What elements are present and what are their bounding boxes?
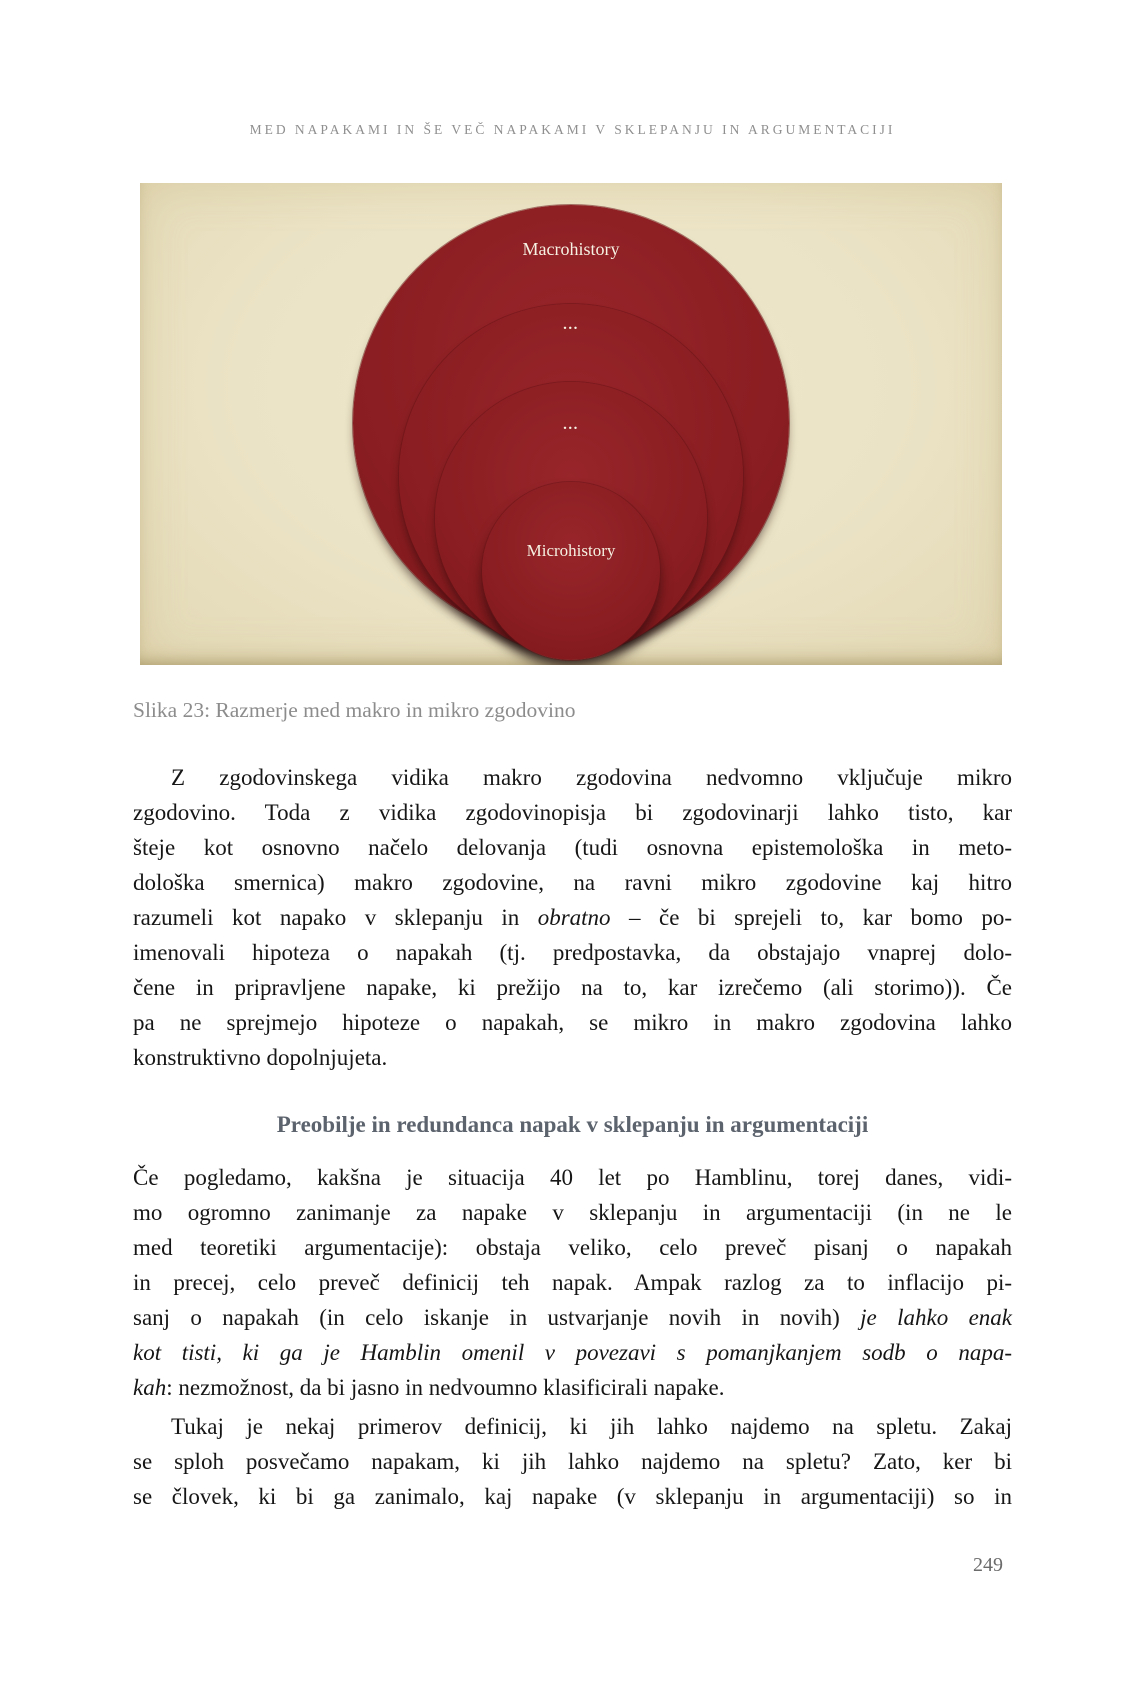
label-microhistory: Microhistory — [526, 541, 616, 560]
text-line — [133, 1335, 1012, 1370]
text-line — [133, 1005, 1012, 1040]
text-line — [133, 1230, 1012, 1265]
text-line — [133, 1479, 1012, 1514]
text-segment: Z zgodovinskega vidika makro zgodovina nedvomno vključuje mikro — [171, 765, 1012, 790]
text-line — [133, 1040, 1012, 1075]
text-line — [133, 1265, 1012, 1300]
paragraph-2 — [133, 1160, 1012, 1405]
label-ellipsis-1: ... — [563, 317, 579, 333]
section-heading: Preobilje in redundanca napak v sklepanju in argumentaciji — [276, 1112, 869, 1137]
running-header: MED NAPAKAMI IN ŠE VEČ NAPAKAMI V SKLEPANJU IN ARGUMENTACIJI — [249, 122, 896, 137]
figure-caption: Slika 23: Razmerje med makro in mikro zgodovino — [133, 698, 576, 722]
text-segment: zgodovino. Toda z vidika zgodovinopisja bi zgodovinarji lahko tisto, kar — [133, 800, 1012, 825]
text-segment: in precej, celo preveč definicij teh napak. Ampak razlog za to inflacijo pi- — [133, 1270, 1012, 1295]
text-segment: imenovali hipoteza o napakah (tj. predpostavka, da obstajajo vnaprej dolo- — [133, 940, 1012, 965]
text-line — [133, 760, 1012, 795]
text-segment: šteje kot osnovno načelo delovanja (tudi osnovna epistemološka in meto- — [133, 835, 1012, 860]
text-segment-italic: je lahko enak — [860, 1305, 1012, 1330]
text-segment: Tukaj je nekaj primerov definicij, ki jih lahko najdemo na spletu. Zakaj — [171, 1414, 1012, 1439]
body-text — [133, 760, 1012, 1514]
text-segment-italic: kot tisti, ki ga je Hamblin omenil v povezavi s pomanjkanjem sodb o napa- — [133, 1340, 1012, 1365]
text-segment: pa ne sprejmejo hipoteze o napakah, se mikro in makro zgodovina lahko — [133, 1010, 1012, 1035]
text-segment: razumeli kot napako v sklepanju in — [133, 905, 538, 930]
text-segment: čene in pripravljene napake, ki prežijo na to, kar izrečemo (ali storimo)). Če — [133, 975, 1012, 1000]
text-segment-italic: kah — [133, 1375, 167, 1400]
paragraph-1 — [133, 760, 1012, 1075]
figure-macro-micro-history — [140, 183, 1002, 665]
text-segment: sanj o napakah (in celo iskanje in ustvarjanje novih in novih) — [133, 1305, 861, 1330]
text-segment: med teoretiki argumentacije): obstaja veliko, celo preveč pisanj o napakah — [133, 1235, 1012, 1260]
text-line — [133, 830, 1012, 865]
text-line — [133, 935, 1012, 970]
circle-microhistory-inner — [482, 482, 660, 660]
text-segment: se sploh posvečamo napakam, ki jih lahko najdemo na spletu? Zato, ker bi — [133, 1449, 1012, 1474]
label-ellipsis-2: ... — [563, 417, 579, 433]
text-segment-italic: obratno — [537, 905, 611, 930]
text-line — [133, 900, 1012, 935]
text-line — [133, 795, 1012, 830]
text-line — [133, 1160, 1012, 1195]
paragraph-3 — [133, 1409, 1012, 1514]
text-segment: dološka smernica) makro zgodovine, na ravni mikro zgodovine kaj hitro — [133, 870, 1012, 895]
text-line — [133, 1195, 1012, 1230]
text-segment: konstruktivno dopolnjujeta. — [133, 1045, 388, 1070]
text-line — [133, 865, 1012, 900]
text-segment: Če pogledamo, kakšna je situacija 40 let po Hamblinu, torej danes, vidi- — [133, 1165, 1012, 1190]
text-segment: mo ogromno zanimanje za napake v sklepanju in argumentaciji (in ne le — [133, 1200, 1012, 1225]
text-segment: – če bi sprejeli to, kar bomo po- — [610, 905, 1012, 930]
text-line — [133, 1444, 1012, 1479]
label-macrohistory: Macrohistory — [522, 239, 620, 259]
text-segment: se človek, ki bi ga zanimalo, kaj napake (v sklepanju in argumentaciji) so in — [133, 1484, 1012, 1509]
text-line — [133, 1370, 1012, 1405]
text-line — [133, 1409, 1012, 1444]
text-line — [133, 970, 1012, 1005]
page-number: 249 — [973, 1554, 1003, 1576]
text-segment: : nezmožnost, da bi jasno in nedvoumno klasificirali napake. — [166, 1375, 725, 1400]
text-line — [133, 1300, 1012, 1335]
